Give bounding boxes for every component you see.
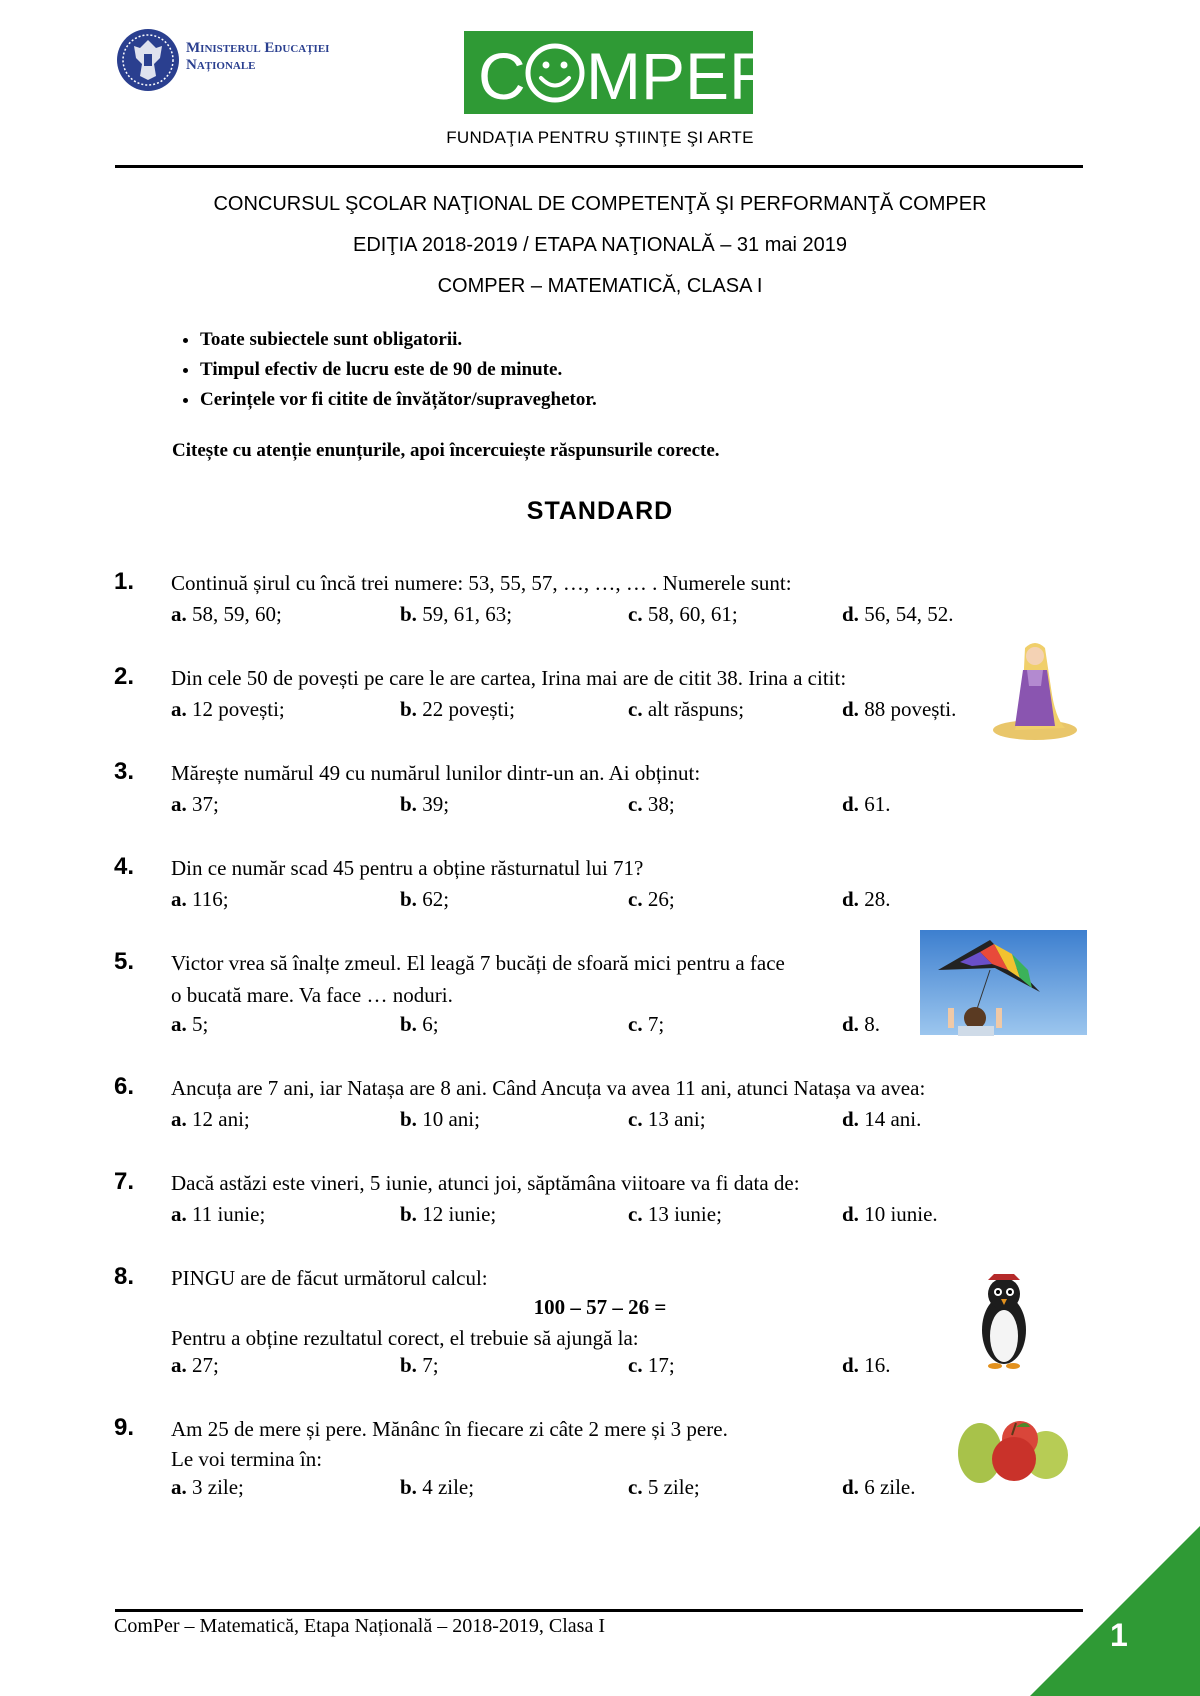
option-letter: a. [171,1475,187,1499]
option-value: 61. [864,792,891,816]
subject-line: COMPER – MATEMATICĂ, CLASA I [437,275,763,297]
option-d[interactable] [842,1202,938,1227]
option-b[interactable] [400,697,515,722]
option-value: 39; [422,792,450,816]
question-text: Ancuța are 7 ani, iar Natașa are 8 ani. Când Ancuța va avea 11 ani, atunci Natașa va avea: [171,1076,926,1100]
option-letter: c. [628,1107,643,1131]
option-letter: b. [400,887,417,911]
question-text: Victor vrea să înalțe zmeul. El leagă 7 bucăți de sfoară mici pentru a face [171,951,785,975]
comper-logo [464,31,777,114]
option-letter: d. [842,697,859,721]
option-letter: a. [171,1202,187,1226]
option-value: 62; [422,887,450,911]
option-letter: c. [628,697,643,721]
option-d[interactable] [842,1353,890,1378]
instruction: Citește cu atenție enunțurile, apoi încercuiește răspunsurile corecte. [172,440,720,461]
princess-illustration [985,638,1085,743]
ministry-name-line1: Ministerul Educației [186,40,330,56]
option-d[interactable] [842,697,956,722]
option-value: 10 iunie. [864,1202,938,1226]
question-text: Din ce număr scad 45 pentru a obține răsturnatul lui 71? [171,856,644,880]
option-letter: c. [628,602,643,626]
option-value: 116; [192,887,229,911]
option-letter: b. [400,1353,417,1377]
romania-coat-of-arms-icon [114,28,184,96]
option-a[interactable] [171,1107,250,1132]
option-value: 38; [647,792,675,816]
fruit-illustration [950,1405,1075,1487]
option-letter: c. [628,1353,643,1377]
option-c[interactable] [628,1475,700,1500]
option-c[interactable] [628,602,738,627]
option-value: 5 zile; [647,1475,700,1499]
question-number: 7. [114,1168,135,1195]
option-letter: b. [400,697,417,721]
option-letter: a. [171,1353,187,1377]
option-value: 16. [864,1353,891,1377]
option-b[interactable] [400,1353,439,1378]
option-value: 7; [422,1353,439,1377]
option-value: 14 ani. [864,1107,922,1131]
option-value: 5; [192,1012,209,1036]
option-c[interactable] [628,887,675,912]
question-text: Continuă șirul cu încă trei numere: 53, 55, 57, …, …, … . Numerele sunt: [171,571,792,595]
option-letter: b. [400,792,417,816]
option-d[interactable] [842,602,953,627]
option-letter: d. [842,1012,859,1036]
comper-logo-graphic [464,31,777,114]
option-letter: b. [400,1475,417,1499]
kite-boy-photo [920,930,1087,1035]
option-c[interactable] [628,792,675,817]
option-letter: b. [400,1012,417,1036]
svg-text:C: C [478,39,526,113]
option-value: 12 iunie; [422,1202,497,1226]
option-b[interactable] [400,887,449,912]
option-letter: b. [400,1202,417,1226]
calculation: 100 – 57 – 26 = [533,1295,667,1319]
section-title: STANDARD [526,497,674,525]
header-divider [115,165,1083,168]
option-value: 6 zile. [864,1475,916,1499]
option-a[interactable] [171,1353,219,1378]
option-value: 13 iunie; [647,1202,722,1226]
option-value: 88 povești. [864,697,957,721]
option-a[interactable] [171,697,285,722]
option-value: 12 ani; [192,1107,250,1131]
option-a[interactable] [171,792,219,817]
question-number: 6. [114,1073,135,1100]
option-letter: b. [400,1107,417,1131]
rule-item: • Cerințele vor fi citite de învățător/supraveghetor. [200,385,597,415]
question-text-cont: Pentru a obține rezultatul corect, el trebuie să ajungă la: [171,1326,639,1350]
question-text: PINGU are de făcut următorul calcul: [171,1266,488,1290]
edition-line: EDIŢIA 2018-2019 / ETAPA NAŢIONALĂ – 31 mai 2019 [353,234,847,256]
option-letter: a. [171,602,187,626]
option-b[interactable] [400,1202,496,1227]
ministry-name-line2: Naționale [186,57,256,73]
option-c[interactable] [628,1202,722,1227]
question-number: 9. [114,1414,135,1441]
option-b[interactable] [400,792,449,817]
option-value: alt răspuns; [647,697,745,721]
option-a[interactable] [171,602,282,627]
option-letter: d. [842,792,859,816]
option-letter: c. [628,1012,643,1036]
page-number: 1 [1110,1617,1128,1653]
question-text-cont: Le voi termina în: [171,1447,323,1471]
option-value: 11 iunie; [192,1202,266,1226]
contest-title: CONCURSUL ŞCOLAR NAŢIONAL DE COMPETENŢĂ ŞI PERFORMANŢĂ COMPER [213,193,987,215]
option-c[interactable] [628,1012,664,1037]
option-value: 27; [192,1353,219,1377]
option-value: 28. [864,887,891,911]
question-number: 3. [114,758,135,785]
rule-item: • Timpul efectiv de lucru este de 90 de minute. [200,355,597,385]
option-value: 17; [647,1353,675,1377]
option-d[interactable] [842,1475,916,1500]
ministry-name [186,40,329,74]
question-number: 5. [114,948,135,975]
option-letter: d. [842,602,859,626]
option-value: 3 zile; [192,1475,244,1499]
option-value: 22 povești; [422,697,515,721]
option-a[interactable] [171,887,229,912]
option-letter: a. [171,1107,187,1131]
option-value: 59, 61, 63; [422,602,513,626]
option-value: 8. [864,1012,880,1036]
footer-text: ComPer – Matematică, Etapa Națională – 2018-2019, Clasa I [114,1615,605,1637]
option-value: 7; [647,1012,665,1036]
footer-divider [115,1609,1083,1612]
option-value: 4 zile; [422,1475,475,1499]
question-text: Din cele 50 de povești pe care le are cartea, Irina mai are de citit 38. Irina a citit: [171,666,847,690]
option-a[interactable] [171,1475,244,1500]
option-letter: d. [842,1353,859,1377]
option-d[interactable] [842,1012,880,1037]
option-value: 26; [647,887,675,911]
foundation-name: FUNDAŢIA PENTRU ŞTIINŢE ŞI ARTE [446,128,754,147]
option-b[interactable] [400,1107,480,1132]
question-number: 8. [114,1263,135,1290]
option-value: 6; [422,1012,439,1036]
option-value: 13 ani; [647,1107,706,1131]
option-c[interactable] [628,697,744,722]
option-value: 10 ani; [422,1107,480,1131]
option-a[interactable] [171,1202,265,1227]
option-value: 56, 54, 52. [864,602,954,626]
option-b[interactable] [400,602,512,627]
option-letter: c. [628,887,643,911]
option-letter: c. [628,1202,643,1226]
question-text: Mărește numărul 49 cu numărul lunilor dintr-un an. Ai obținut: [171,761,701,785]
option-letter: a. [171,887,187,911]
penguin-illustration [968,1272,1040,1372]
option-a[interactable] [171,1012,208,1037]
rules-list [170,325,597,415]
option-d[interactable] [842,1107,921,1132]
option-letter: c. [628,1475,643,1499]
page-corner-triangle [1030,1526,1200,1696]
rule-item: • Toate subiectele sunt obligatorii. [200,325,597,355]
option-b[interactable] [400,1012,439,1037]
option-letter: c. [628,792,643,816]
option-value: 12 povești; [192,697,285,721]
svg-text:MPER: MPER [586,39,777,113]
option-letter: a. [171,792,187,816]
option-d[interactable] [842,792,890,817]
option-value: 58, 59, 60; [192,602,282,626]
option-letter: a. [171,697,187,721]
question-number: 1. [114,568,135,595]
option-value: 58, 60, 61; [647,602,738,626]
option-c[interactable] [628,1107,706,1132]
option-letter: d. [842,1202,859,1226]
option-letter: a. [171,1012,187,1036]
option-letter: d. [842,1107,859,1131]
option-letter: d. [842,1475,859,1499]
option-d[interactable] [842,887,890,912]
option-letter: d. [842,887,859,911]
question-text: Am 25 de mere și pere. Mănânc în fiecare zi câte 2 mere și 3 pere. [171,1417,728,1441]
question-number: 4. [114,853,135,880]
question-text: Dacă astăzi este vineri, 5 iunie, atunci joi, săptămâna viitoare va fi data de: [171,1171,800,1195]
option-b[interactable] [400,1475,474,1500]
option-letter: b. [400,602,417,626]
option-c[interactable] [628,1353,675,1378]
question-text-cont: o bucată mare. Va face … noduri. [171,983,453,1007]
question-number: 2. [114,663,135,690]
option-value: 37; [192,792,219,816]
